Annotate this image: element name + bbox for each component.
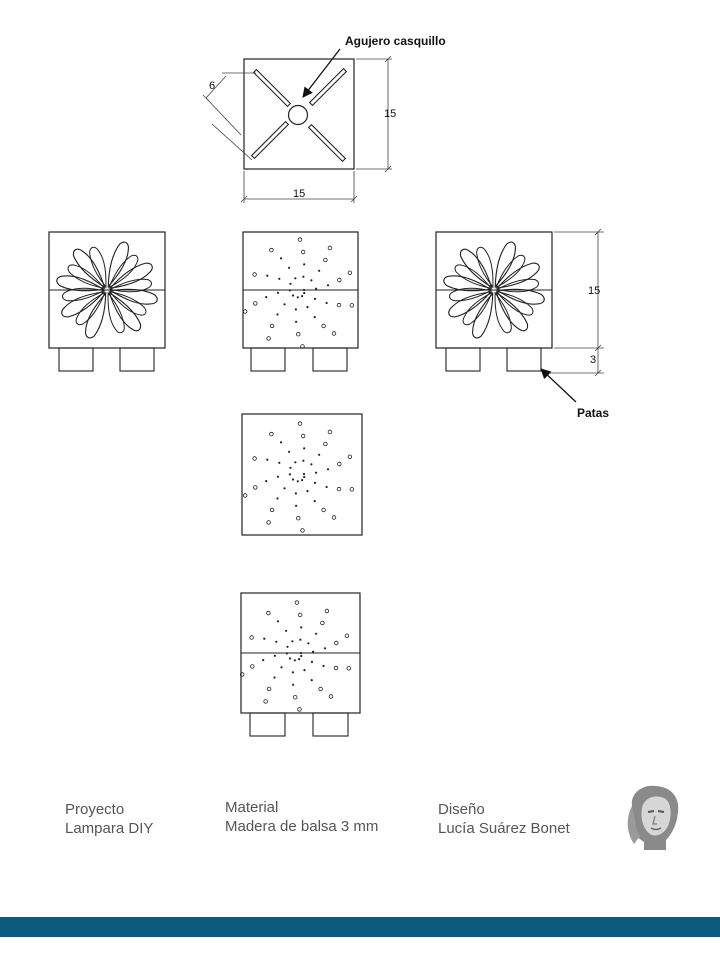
perforation-hole — [338, 278, 342, 282]
perforation-hole — [277, 620, 279, 622]
slot-top-right — [310, 69, 347, 106]
perforation-hole — [301, 250, 305, 254]
top-view — [203, 34, 446, 203]
perforation-hole — [280, 666, 282, 668]
perforation-hole — [289, 473, 291, 475]
perforation-hole — [253, 273, 257, 277]
perforation-hole — [277, 292, 279, 294]
leg — [507, 348, 541, 371]
perforation-hole — [296, 332, 300, 336]
perforation-hole — [253, 457, 257, 461]
leg — [251, 348, 285, 371]
socket-hole — [289, 106, 308, 125]
material-value: Madera de balsa 3 mm — [225, 818, 379, 835]
perforation-hole — [326, 302, 328, 304]
side-view-dots-center — [243, 232, 358, 371]
perforation-hole — [294, 659, 296, 661]
perforation-hole — [302, 460, 304, 462]
perforation-spiral — [243, 238, 353, 348]
perforation-hole — [270, 508, 274, 512]
side-height-label: 15 — [588, 285, 601, 297]
perforation-hole — [321, 621, 325, 625]
perforation-hole — [288, 267, 290, 269]
perforation-hole — [292, 294, 294, 296]
perforation-hole — [295, 492, 297, 494]
perforation-hole — [270, 432, 274, 436]
perforation-hole — [303, 263, 305, 265]
petal-shape — [109, 285, 158, 306]
perforation-hole — [310, 463, 312, 465]
perforation-hole — [283, 487, 285, 489]
perforation-hole — [293, 695, 297, 699]
perforation-hole — [267, 521, 271, 525]
perforation-hole — [276, 313, 278, 315]
slot-bottom-right — [309, 125, 346, 162]
perforation-hole — [277, 476, 279, 478]
perforation-hole — [310, 279, 312, 281]
perforation-hole — [291, 640, 293, 642]
perforation-hole — [311, 661, 313, 663]
perforation-hole — [292, 478, 294, 480]
designer-portrait-logo — [622, 784, 686, 852]
perforation-hole — [315, 288, 317, 290]
slot-bottom-left — [252, 122, 289, 159]
perforation-hole — [315, 633, 317, 635]
perforation-hole — [297, 480, 299, 482]
perforation-hole — [296, 516, 300, 520]
perforation-hole — [337, 303, 341, 307]
perforation-hole — [266, 459, 268, 461]
perforation-hole — [280, 441, 282, 443]
perforation-hole — [289, 657, 291, 659]
perforation-hole — [348, 455, 352, 459]
perforation-hole — [324, 442, 328, 446]
perforation-hole — [314, 316, 316, 318]
perforation-hole — [303, 289, 305, 291]
legs-label: Patas — [577, 406, 610, 420]
side-view-petals-right — [436, 229, 609, 420]
perforation-hole — [280, 257, 282, 259]
perforation-hole — [263, 638, 265, 640]
perforation-hole — [307, 642, 309, 644]
perforation-hole — [329, 695, 333, 699]
face-view-dots — [242, 414, 362, 535]
perforation-hole — [266, 275, 268, 277]
perforation-hole — [254, 486, 258, 490]
perforation-hole — [270, 324, 274, 328]
perforation-hole — [298, 708, 302, 712]
perforation-hole — [298, 238, 302, 242]
perforation-hole — [276, 497, 278, 499]
project-value: Lampara DIY — [65, 820, 154, 837]
perforation-hole — [286, 652, 288, 654]
perforation-hole — [303, 476, 305, 478]
perforation-hole — [262, 659, 264, 661]
perforation-hole — [338, 462, 342, 466]
project-heading: Proyecto — [65, 801, 125, 818]
leg — [120, 348, 154, 371]
top-height-label: 15 — [384, 108, 397, 120]
top-width-label: 15 — [293, 188, 306, 200]
perforation-hole — [298, 422, 302, 426]
perforation-hole — [345, 634, 349, 638]
design-value: Lucía Suárez Bonet — [438, 820, 570, 837]
perforation-hole — [303, 669, 305, 671]
perforation-spiral — [240, 601, 350, 711]
perforation-hole — [303, 473, 305, 475]
side-view-petals-left — [49, 232, 165, 371]
material-heading: Material — [225, 799, 279, 816]
design-heading: Diseño — [438, 801, 485, 818]
perforation-hole — [302, 276, 304, 278]
socket-arrow — [303, 49, 340, 97]
perforation-hole — [243, 310, 247, 314]
perforation-hole — [301, 295, 303, 297]
perforation-hole — [289, 289, 291, 291]
perforation-hole — [295, 321, 297, 323]
perforation-hole — [348, 271, 352, 275]
perforation-hole — [295, 308, 297, 310]
perforation-hole — [322, 508, 326, 512]
perforation-hole — [315, 472, 317, 474]
perforation-hole — [303, 292, 305, 294]
perforation-hole — [270, 248, 274, 252]
legs-arrow — [541, 369, 576, 402]
perforation-hole — [306, 490, 308, 492]
perforation-hole — [295, 505, 297, 507]
perforation-hole — [311, 679, 313, 681]
perforation-hole — [300, 655, 302, 657]
leg — [250, 713, 285, 736]
perforation-hole — [292, 684, 294, 686]
design-info — [438, 800, 570, 838]
perforation-hole — [267, 611, 271, 615]
project-info — [65, 800, 153, 838]
perforation-hole — [289, 467, 291, 469]
perforation-hole — [294, 461, 296, 463]
perforation-hole — [283, 303, 285, 305]
perforation-hole — [328, 430, 332, 434]
top-view-slots — [252, 69, 347, 162]
perforation-hole — [323, 665, 325, 667]
perforation-hole — [243, 494, 247, 498]
leg — [313, 348, 347, 371]
perforation-hole — [278, 462, 280, 464]
perforation-hole — [265, 296, 267, 298]
perforation-hole — [301, 434, 305, 438]
perforation-hole — [350, 488, 354, 492]
side-view-dots-lower — [240, 593, 360, 736]
perforation-hole — [297, 296, 299, 298]
perforation-hole — [294, 277, 296, 279]
perforation-hole — [318, 454, 320, 456]
perforation-hole — [312, 651, 314, 653]
perforation-hole — [314, 482, 316, 484]
perforation-spiral — [243, 422, 353, 532]
petal-shape — [56, 274, 105, 295]
perforation-hole — [298, 658, 300, 660]
perforation-hole — [301, 529, 305, 533]
perforation-hole — [300, 626, 302, 628]
perforation-hole — [327, 284, 329, 286]
perforation-hole — [300, 652, 302, 654]
perforation-hole — [325, 609, 329, 613]
perforation-hole — [327, 468, 329, 470]
petal-shape — [496, 285, 545, 306]
perforation-hole — [332, 516, 336, 520]
perforation-hole — [322, 324, 326, 328]
perforation-hole — [337, 487, 341, 491]
perforation-hole — [326, 486, 328, 488]
perforation-hole — [334, 666, 338, 670]
perforation-hole — [314, 298, 316, 300]
perforation-hole — [318, 270, 320, 272]
perforation-hole — [286, 646, 288, 648]
perforation-hole — [265, 480, 267, 482]
perforation-hole — [314, 500, 316, 502]
petal-shape — [443, 274, 492, 295]
footer-bar — [0, 917, 720, 937]
perforation-hole — [332, 332, 336, 336]
perforation-hole — [292, 671, 294, 673]
perforation-hole — [328, 246, 332, 250]
perforation-hole — [250, 636, 254, 640]
perforation-hole — [288, 451, 290, 453]
perforation-hole — [301, 479, 303, 481]
leg-height-label: 3 — [590, 354, 597, 366]
perforation-hole — [285, 630, 287, 632]
perforation-hole — [267, 337, 271, 341]
material-info — [225, 798, 378, 836]
perforation-hole — [299, 639, 301, 641]
perforation-hole — [273, 676, 275, 678]
leg — [59, 348, 93, 371]
slot-length-label: 6 — [209, 80, 216, 92]
perforation-hole — [335, 641, 339, 645]
perforation-hole — [319, 687, 323, 691]
perforation-hole — [295, 601, 299, 605]
perforation-hole — [347, 667, 351, 671]
perforation-hole — [350, 304, 354, 308]
perforation-hole — [324, 647, 326, 649]
perforation-hole — [275, 641, 277, 643]
perforation-hole — [251, 665, 255, 669]
perforation-hole — [289, 283, 291, 285]
socket-hole-label: Agujero casquillo — [345, 34, 446, 48]
perforation-hole — [306, 306, 308, 308]
leg — [313, 713, 348, 736]
perforation-hole — [303, 447, 305, 449]
perforation-hole — [278, 278, 280, 280]
perforation-hole — [254, 302, 258, 306]
perforation-hole — [264, 700, 268, 704]
perforation-hole — [324, 258, 328, 262]
perforation-hole — [274, 655, 276, 657]
perforation-hole — [298, 613, 302, 617]
slot-top-left — [254, 70, 291, 107]
leg — [446, 348, 480, 371]
perforation-hole — [267, 687, 271, 691]
